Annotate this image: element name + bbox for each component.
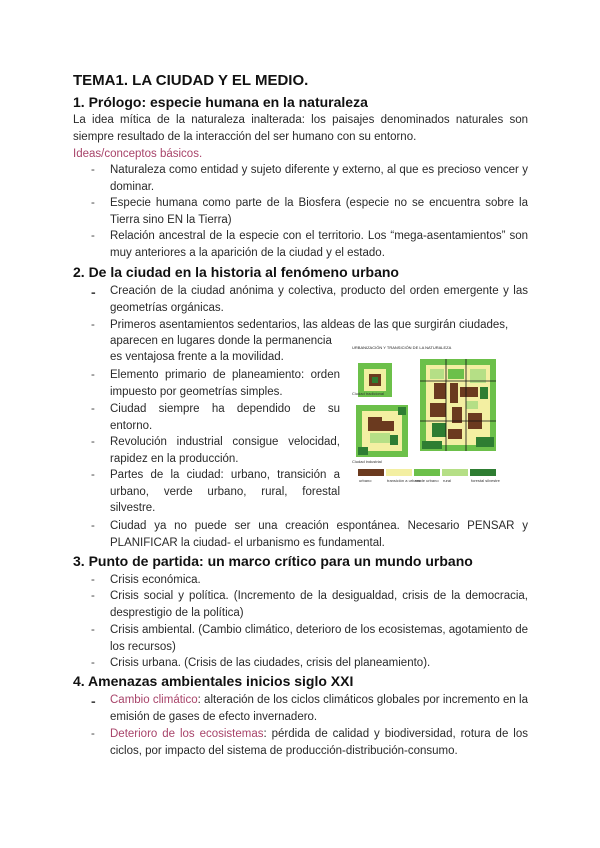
list-item: Crisis económica. xyxy=(110,574,201,586)
list-item xyxy=(110,726,528,759)
figure-caption-left: Ciudad tradicional xyxy=(352,391,385,396)
list-item: Revolución industrial consigue velocidad, rapidez en la producción. xyxy=(110,436,340,465)
figure-caption-top: URBANIZACIÓN Y TRANSICIÓN DE LA NATURALEZA xyxy=(352,345,452,350)
list-bullet: - xyxy=(91,230,95,242)
list-bullet: - xyxy=(91,574,95,586)
list-bullet: - xyxy=(91,284,96,300)
list-item xyxy=(110,692,528,725)
list-item: Crisis ambiental. (Cambio climático, deterioro de los ecosistemas, agotamiento de los recursos) xyxy=(110,624,529,653)
section-3-heading: 3. Punto de partida: un marco crítico para un mundo urbano xyxy=(73,553,473,569)
section-4-heading: 4. Amenazas ambientales inicios siglo XXI xyxy=(73,673,354,689)
list-bullet: - xyxy=(91,624,95,636)
legend-label: verde urbano xyxy=(415,478,439,483)
list-item: Creación de la ciudad anónima y colectiva, producto del orden emergente y las geometrías orgánicas. xyxy=(110,285,528,314)
legend-label: urbano xyxy=(359,478,372,483)
list-bullet: - xyxy=(91,369,95,381)
legend-label: forestal silvestre xyxy=(471,478,500,483)
legend-swatch-green xyxy=(414,469,440,476)
threat-label: Cambio climático xyxy=(110,694,198,706)
list-bullet: - xyxy=(91,590,95,602)
list-item: Ciudad ya no puede ser una creación espontánea. Necesario PENSAR y PLANIFICAR la ciudad- el urbanismo es fundamental. xyxy=(110,520,528,549)
legend-swatch-urban xyxy=(358,469,384,476)
list-item: Ciudad siempre ha dependido de su entorno. xyxy=(110,403,340,432)
ideas-label: Ideas/conceptos básicos. xyxy=(73,148,203,160)
list-bullet: - xyxy=(91,319,95,331)
list-bullet: - xyxy=(91,197,95,209)
figure-caption-mid: Ciudad industrial xyxy=(352,459,382,464)
list-item: Especie humana como parte de la Biosfera (especie no se encuentra sobre la Tierra sino EN la Tierra) xyxy=(110,197,528,226)
section-1-heading: 1. Prólogo: especie humana en la naturaleza xyxy=(73,94,368,110)
list-bullet: - xyxy=(91,436,95,448)
medium-city-grid xyxy=(356,405,408,457)
legend-label: transición a urbano xyxy=(387,478,422,483)
industrial-city-grid xyxy=(420,359,496,451)
list-item: Partes de la ciudad: urbano, transición a urbano, verde urbano, rural, forestal silvestre. xyxy=(110,469,340,514)
legend-swatch-forest xyxy=(470,469,496,476)
list-bullet: - xyxy=(91,728,95,740)
list-item: Primeros asentamientos sedentarios, las aldeas de las que surgirán ciudades, xyxy=(110,319,509,331)
list-item-continuation: es ventajosa frente a la movilidad. xyxy=(110,351,284,363)
list-bullet: - xyxy=(91,469,95,481)
list-bullet: - xyxy=(91,164,95,176)
list-item-continuation: aparecen en lugares donde la permanencia xyxy=(110,335,332,347)
threat-text: : pérdida de calidad y biodiversidad, rotura de los ciclos, por impacto del sistema de producción-distribución-consumo. xyxy=(110,728,528,757)
list-bullet: - xyxy=(91,657,95,669)
list-bullet: - xyxy=(91,693,96,709)
legend-swatch-transition xyxy=(386,469,412,476)
list-bullet: - xyxy=(91,403,95,415)
section-1-intro: La idea mítica de la naturaleza inalterada: los paisajes denominados naturales son siempre resultado de la interacción del ser humano con su entorno. xyxy=(73,114,528,143)
list-bullet: - xyxy=(91,520,95,532)
legend-swatch-rural xyxy=(442,469,468,476)
list-item: Relación ancestral de la especie con el territorio. Los “mega-asentamientos” son muy anteriores a la aparición de la ciudad y el estado. xyxy=(110,230,528,259)
list-item: Naturaleza como entidad y sujeto diferente y externo, al que es precioso vencer y dominar. xyxy=(110,164,528,193)
list-item: Elemento primario de planeamiento: orden impuesto por geometrías simples. xyxy=(110,369,340,398)
list-item: Crisis social y política. (Incremento de la desigualdad, crisis de la democracia, desprestigio de la política) xyxy=(110,590,528,619)
threat-text: : alteración de los ciclos climáticos globales por incremento en la emisión de gases de efecto invernadero. xyxy=(110,694,528,723)
threat-label: Deterioro de los ecosistemas xyxy=(110,728,264,740)
section-2-heading: 2. De la ciudad en la historia al fenómeno urbano xyxy=(73,264,399,280)
document-title: TEMA1. LA CIUDAD Y EL MEDIO. xyxy=(73,72,309,89)
legend-label: rural xyxy=(443,478,452,483)
figure-diagram xyxy=(350,351,500,491)
list-item: Crisis urbana. (Crisis de las ciudades, crisis del planeamiento). xyxy=(110,657,431,669)
urban-transition-figure xyxy=(350,345,500,490)
